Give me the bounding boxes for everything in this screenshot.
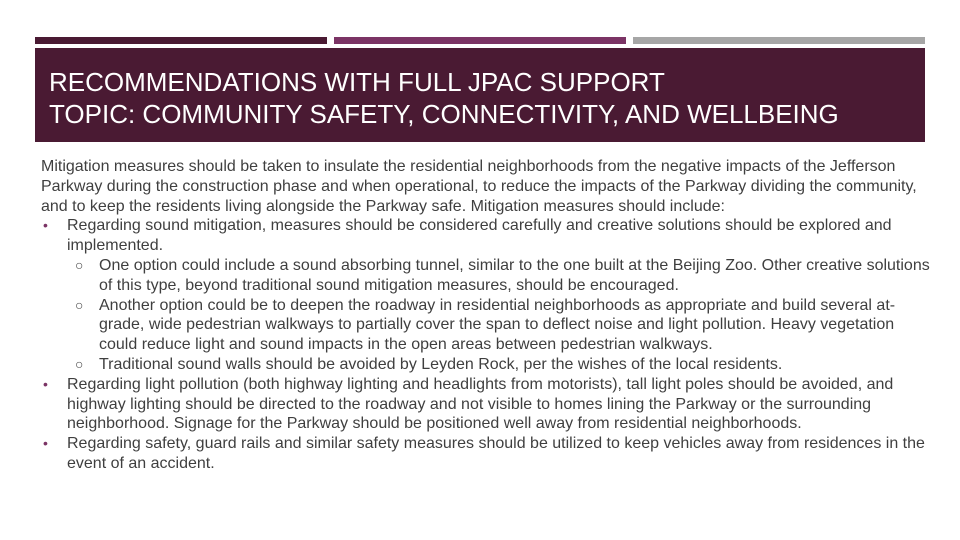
- sub-bullet-item-tunnel: [75, 256, 931, 296]
- sub-bullet-text: One option could include a sound absorbing tunnel, similar to the one built at the Beijing Zoo. Other creative solutions of this type, beyond traditional sound mitigation measures, should be encouraged.: [99, 256, 930, 294]
- accent-bar-dark: [35, 37, 327, 44]
- sub-bullet-list: [67, 256, 931, 375]
- bullet-dot-icon: •: [43, 435, 48, 452]
- sub-bullet-text: Traditional sound walls should be avoided by Leyden Rock, per the wishes of the local residents.: [99, 355, 783, 373]
- circle-bullet-icon: ○: [75, 256, 84, 273]
- circle-bullet-icon: ○: [75, 296, 84, 313]
- bullet-item-sound: [41, 216, 931, 374]
- bullet-text: Regarding sound mitigation, measures should be considered carefully and creative solutions should be explored and implemented.: [67, 217, 892, 255]
- intro-paragraph: Mitigation measures should be taken to insulate the residential neighborhoods from the negative impacts of the Jefferson Parkway during the construction phase and when operational, to reduce the impacts of the Parkway dividing the community, and to keep the residents living alongside the Parkway safe. Mitigation measures should include:: [41, 158, 917, 215]
- circle-bullet-icon: ○: [75, 355, 84, 372]
- bullet-list: [41, 216, 931, 473]
- bullet-item-safety: [41, 434, 931, 474]
- bullet-dot-icon: •: [43, 375, 48, 392]
- accent-bar-gray: [633, 37, 925, 44]
- slide-body: [41, 157, 931, 474]
- sub-bullet-item-roadway: [75, 296, 931, 355]
- bullet-item-light: [41, 375, 931, 434]
- slide-title-box: [35, 48, 925, 142]
- accent-bar-plum: [334, 37, 626, 44]
- bullet-dot-icon: •: [43, 217, 48, 234]
- slide-title-line-1: RECOMMENDATIONS WITH FULL JPAC SUPPORT: [49, 67, 665, 97]
- sub-bullet-item-sound-walls: [75, 355, 931, 375]
- slide-title-line-2: TOPIC: COMMUNITY SAFETY, CONNECTIVITY, AND WELLBEING: [49, 99, 839, 129]
- bullet-text: Regarding light pollution (both highway lighting and headlights from motorists), tall light poles should be avoided, and highway lighting should be directed to the roadway and not visible to homes lining the Parkway or the surrounding neighborhood. Signage for the Parkway should be positioned well away from residential neighborhoods.: [67, 375, 894, 433]
- sub-bullet-text: Another option could be to deepen the roadway in residential neighborhoods as appropriate and build several at-grade, wide pedestrian walkways to partially cover the span to deflect noise and light pollution. Heavy vegetation could reduce light and sound impacts in the open areas between pedestrian walkways.: [99, 296, 896, 354]
- bullet-text: Regarding safety, guard rails and similar safety measures should be utilized to keep vehicles away from residences in the event of an accident.: [67, 435, 925, 472]
